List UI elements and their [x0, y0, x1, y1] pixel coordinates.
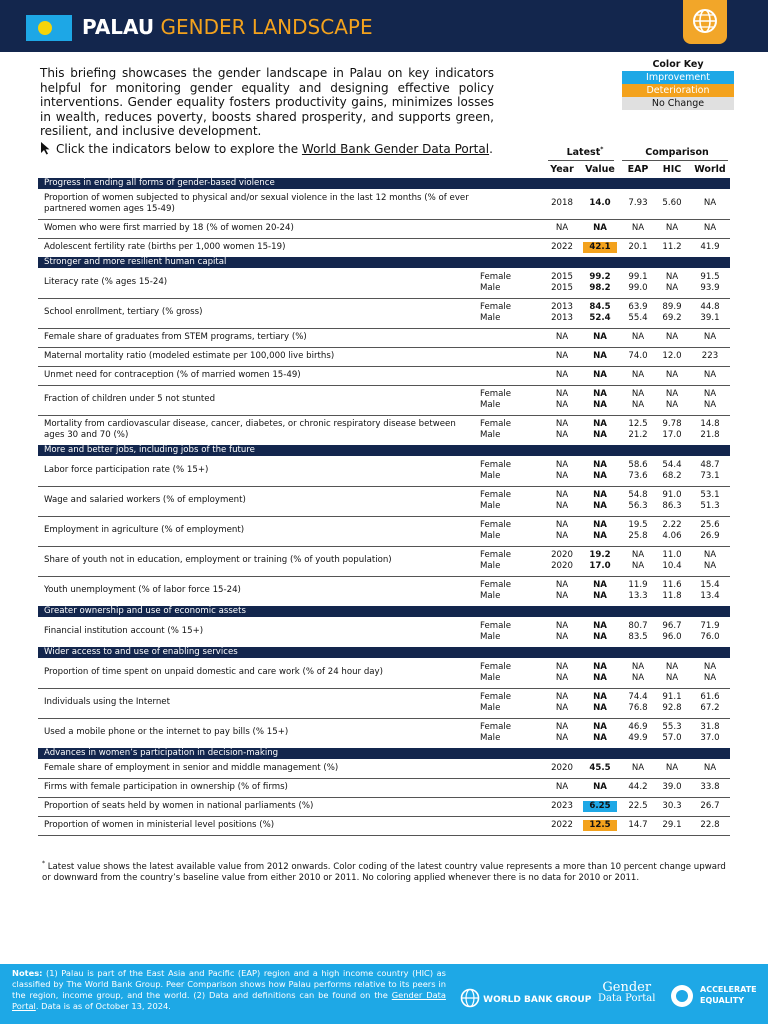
world-cell: 25.6 [700, 519, 720, 530]
world-cell: 93.9 [700, 283, 720, 293]
highlighted-value: 42.1 [583, 242, 616, 254]
year-cell: NA [555, 579, 569, 590]
eap-cell: 73.6 [628, 471, 648, 481]
world-cell: NA [703, 762, 717, 773]
year-cell: 2013 [551, 313, 573, 323]
year-cell: NA [555, 430, 569, 440]
world-cell: 73.1 [700, 471, 720, 481]
hic-cell: NA [665, 369, 679, 380]
eap-cell: 7.93 [628, 198, 648, 209]
sex-label: Male [480, 283, 501, 293]
value-cell: NA [593, 661, 607, 672]
year-cell: NA [555, 501, 569, 511]
eap-cell: NA [631, 762, 645, 773]
section-header: Advances in women’s participation in decision-making [38, 748, 730, 759]
year-cell: 2023 [551, 800, 573, 811]
world-cell: NA [703, 369, 717, 380]
key-no-change: No Change [622, 97, 734, 110]
eap-cell: 76.8 [628, 703, 648, 713]
year-cell: 2015 [551, 283, 573, 293]
section-header: Stronger and more resilient human capital [38, 257, 730, 268]
indicator-row[interactable] [38, 328, 730, 348]
value-cell: NA [593, 620, 607, 631]
indicator-row[interactable] [38, 516, 730, 547]
value-cell: NA [593, 673, 607, 683]
world-cell: 31.8 [700, 721, 720, 732]
year-cell: NA [555, 350, 569, 361]
world-cell: 22.8 [700, 819, 720, 830]
indicator-row[interactable] [38, 576, 730, 607]
header-bar [0, 0, 768, 52]
hic-cell: NA [665, 400, 679, 410]
sex-label: Female [480, 271, 512, 282]
eap-cell: NA [631, 222, 645, 233]
key-deterioration: Deterioration [622, 84, 734, 97]
eap-cell: 63.9 [628, 301, 648, 312]
year-cell: NA [555, 459, 569, 470]
indicator-label[interactable]: Mortality from cardiovascular disease, cancer, diabetes, or chronic respiratory disease between ages 30 and 70 (%) [44, 418, 456, 440]
indicator-label[interactable]: Share of youth not in education, employment or training (% of youth population) [44, 555, 392, 566]
hic-cell: 91.1 [662, 691, 682, 702]
world-cell: 37.0 [700, 733, 720, 743]
hic-cell: 69.2 [662, 313, 682, 323]
section-header: Wider access to and use of enabling services [38, 647, 730, 658]
indicator-row[interactable] [38, 486, 730, 517]
indicator-label[interactable]: Firms with female participation in ownership (% of firms) [44, 781, 288, 792]
year-cell: NA [555, 519, 569, 530]
year-cell: NA [555, 781, 569, 792]
world-cell: NA [703, 400, 717, 410]
year-cell: 2020 [551, 762, 573, 773]
eap-cell: NA [631, 549, 645, 560]
eap-cell: 74.0 [628, 350, 648, 361]
indicator-row[interactable] [38, 415, 730, 446]
eap-cell: 56.3 [628, 501, 648, 511]
hic-cell: 92.8 [662, 703, 682, 713]
year-cell: NA [555, 632, 569, 642]
eap-cell: 14.7 [628, 819, 648, 830]
hic-cell: 2.22 [662, 519, 682, 530]
year-cell: NA [555, 673, 569, 683]
eap-cell: 13.3 [628, 591, 648, 601]
comparison-header: Comparison [645, 147, 709, 158]
indicator-label[interactable]: Employment in agriculture (% of employment) [44, 525, 245, 536]
indicator-row[interactable] [38, 797, 730, 817]
indicator-label[interactable]: School enrollment, tertiary (% gross) [44, 307, 203, 318]
world-cell: 15.4 [700, 579, 720, 590]
world-cell: NA [703, 561, 717, 571]
eap-cell: 99.0 [628, 283, 648, 293]
hic-cell: NA [665, 271, 679, 282]
eap-cell: NA [631, 661, 645, 672]
indicator-row[interactable] [38, 298, 730, 329]
eap-cell: 54.8 [628, 489, 648, 500]
indicator-label[interactable]: Proportion of time spent on unpaid domestic and care work (% of 24 hour day) [44, 667, 383, 678]
hic-cell: NA [665, 762, 679, 773]
hic-cell: 11.6 [662, 579, 682, 590]
indicator-label[interactable]: Female share of graduates from STEM programs, tertiary (%) [44, 331, 307, 342]
hic-cell: 4.06 [662, 531, 682, 541]
hic-cell: 91.0 [662, 489, 682, 500]
gender-data-portal-logo: Gender Data Portal [598, 980, 656, 1004]
hic-cell: NA [665, 283, 679, 293]
hic-cell: 86.3 [662, 501, 682, 511]
year-cell: NA [555, 703, 569, 713]
value-cell: NA [593, 691, 607, 702]
accelerate-equality-icon [670, 984, 694, 1008]
indicator-label[interactable]: Proportion of women subjected to physical and/or sexual violence in the last 12 months (% of ever partnered women ages 15-49) [44, 192, 469, 214]
eap-cell: 25.8 [628, 531, 648, 541]
year-cell: NA [555, 591, 569, 601]
value-cell: NA [593, 388, 607, 399]
color-key-title: Color Key [652, 59, 704, 70]
sex-label: Male [480, 430, 501, 440]
world-cell: NA [703, 673, 717, 683]
year-cell: 2022 [551, 819, 573, 830]
eap-cell: 21.2 [628, 430, 648, 440]
indicator-row[interactable] [38, 778, 730, 798]
hic-cell: 17.0 [662, 430, 682, 440]
sex-label: Female [480, 721, 512, 732]
eap-cell: 55.4 [628, 313, 648, 323]
value-cell: NA [593, 400, 607, 410]
year-cell: 2022 [551, 241, 573, 252]
indicator-label[interactable]: Used a mobile phone or the internet to pay bills (% 15+) [44, 727, 289, 738]
world-cell: 53.1 [700, 489, 720, 500]
hic-cell: 39.0 [662, 781, 682, 792]
value-cell: 84.5 [589, 301, 611, 312]
world-cell: NA [703, 222, 717, 233]
sex-label: Female [480, 301, 512, 312]
year-cell: NA [555, 331, 569, 342]
section-header: Progress in ending all forms of gender-based violence [38, 178, 730, 189]
hic-cell: NA [665, 331, 679, 342]
world-cell: NA [703, 549, 717, 560]
value-header: Value [585, 164, 615, 175]
world-cell: 48.7 [700, 459, 720, 470]
section-header: Greater ownership and use of economic assets [38, 606, 730, 617]
value-cell: NA [593, 519, 607, 530]
world-cell: 26.9 [700, 531, 720, 541]
hic-cell: 29.1 [662, 819, 682, 830]
year-cell: NA [555, 222, 569, 233]
world-cell: 61.6 [700, 691, 720, 702]
cursor-arrow-icon [40, 141, 52, 155]
sex-label: Male [480, 632, 501, 642]
sex-label: Female [480, 388, 512, 399]
notes-bar [0, 964, 768, 1024]
value-cell: 17.0 [589, 561, 611, 571]
world-cell: 51.3 [700, 501, 720, 511]
notes-portal-link[interactable]: Gender Data Portal [12, 990, 447, 1011]
click-instruction: Click the indicators below to explore the World Bank Gender Data Portal. [40, 141, 493, 156]
value-cell: NA [593, 471, 607, 481]
indicator-label[interactable]: Wage and salaried workers (% of employment) [44, 495, 246, 506]
indicator-row[interactable] [38, 189, 730, 220]
eap-cell: 80.7 [628, 620, 648, 631]
eap-cell: 20.1 [628, 241, 648, 252]
world-cell: 76.0 [700, 632, 720, 642]
world-cell: 14.8 [700, 418, 720, 429]
sex-label: Female [480, 418, 512, 429]
indicator-label[interactable]: Labor force participation rate (% 15+) [44, 465, 209, 476]
value-cell: 45.5 [589, 762, 611, 773]
year-cell: NA [555, 721, 569, 732]
hic-cell: NA [665, 673, 679, 683]
world-cell: 39.1 [700, 313, 720, 323]
section-header: More and better jobs, including jobs of the future [38, 445, 730, 456]
eap-cell: 22.5 [628, 800, 648, 811]
indicator-label[interactable]: Fraction of children under 5 not stunted [44, 394, 216, 405]
hic-cell: 96.7 [662, 620, 682, 631]
hic-cell: NA [665, 388, 679, 399]
indicator-row[interactable] [38, 366, 730, 386]
indicator-label[interactable]: Proportion of seats held by women in national parliaments (%) [44, 800, 314, 811]
color-key [622, 58, 734, 110]
year-cell: NA [555, 691, 569, 702]
year-cell: NA [555, 733, 569, 743]
notes-text: Notes: (1) Palau is part of the East Asia and Pacific (EAP) region and a high income country (HIC) as classified by The World Bank Group. Peer Comparison shows how Palau performs relative to its peers in the region, income group, and the world. (2) Data and definitions can be found on the Gender Data Portal. Data is as of October 13, 2024. [12, 968, 447, 1011]
year-cell: 2018 [551, 198, 573, 209]
year-cell: NA [555, 620, 569, 631]
value-cell: NA [593, 501, 607, 511]
indicator-label[interactable]: Female share of employment in senior and middle management (%) [44, 762, 339, 773]
sex-label: Male [480, 531, 501, 541]
world-cell: 44.8 [700, 301, 720, 312]
sex-label: Female [480, 519, 512, 530]
indicator-row[interactable] [38, 658, 730, 689]
year-cell: NA [555, 388, 569, 399]
highlighted-value: 12.5 [583, 820, 616, 832]
year-cell: 2020 [551, 549, 573, 560]
year-cell: NA [555, 661, 569, 672]
eap-cell: 83.5 [628, 632, 648, 642]
eap-cell: NA [631, 561, 645, 571]
value-cell: NA [593, 781, 607, 792]
value-cell: NA [593, 579, 607, 590]
world-cell: 223 [701, 350, 719, 361]
indicator-label[interactable]: Financial institution account (% 15+) [44, 626, 204, 637]
indicator-row[interactable] [38, 617, 730, 648]
eap-cell: NA [631, 369, 645, 380]
indicator-row[interactable] [38, 238, 730, 258]
year-cell: NA [555, 400, 569, 410]
sex-label: Male [480, 561, 501, 571]
eap-cell: 44.2 [628, 781, 648, 792]
year-cell: 2020 [551, 561, 573, 571]
world-cell: 13.4 [700, 591, 720, 601]
world-cell: NA [703, 331, 717, 342]
value-cell: NA [593, 459, 607, 470]
sex-label: Female [480, 459, 512, 470]
indicator-label[interactable]: Women who were first married by 18 (% of women 20-24) [44, 222, 294, 233]
hic-cell: 57.0 [662, 733, 682, 743]
indicator-row[interactable] [38, 385, 730, 416]
sex-label: Male [480, 591, 501, 601]
eap-cell: 46.9 [628, 721, 648, 732]
hic-cell: 12.0 [662, 350, 682, 361]
hic-cell: 11.2 [662, 241, 682, 252]
hic-cell: 54.4 [662, 459, 682, 470]
indicator-label[interactable]: Youth unemployment (% of labor force 15-24) [44, 585, 241, 596]
sex-label: Male [480, 471, 501, 481]
sex-label: Male [480, 673, 501, 683]
sex-label: Female [480, 579, 512, 590]
hic-cell: 96.0 [662, 632, 682, 642]
world-cell: 41.9 [700, 241, 720, 252]
value-cell: NA [593, 331, 607, 342]
value-cell: NA [593, 531, 607, 541]
indicator-label[interactable]: Unmet need for contraception (% of married women 15-49) [44, 369, 301, 380]
sex-label: Female [480, 549, 512, 560]
year-cell: 2015 [551, 271, 573, 282]
value-cell: NA [593, 222, 607, 233]
footnote: * Latest value shows the latest available value from 2012 onwards. Color coding of the latest country value represents a more than 10 percent change upward or downward from the country’s baseline value from either 2010 or 2011. No coloring applied whenever there is no data for 2010 or 2011. [42, 860, 726, 883]
indicator-row[interactable] [38, 456, 730, 487]
world-header: World [694, 164, 726, 175]
latest-header: Latest* [566, 146, 604, 159]
year-cell: NA [555, 418, 569, 429]
indicator-row[interactable] [38, 759, 730, 779]
year-cell: NA [555, 471, 569, 481]
eap-cell: 74.4 [628, 691, 648, 702]
eap-cell: 99.1 [628, 271, 648, 282]
sex-label: Female [480, 691, 512, 702]
value-cell: NA [593, 721, 607, 732]
indicator-label[interactable]: Literacy rate (% ages 15-24) [44, 277, 168, 288]
value-cell: 14.0 [589, 198, 611, 209]
sex-label: Female [480, 489, 512, 500]
eap-cell: NA [631, 400, 645, 410]
world-cell: 26.7 [700, 800, 720, 811]
value-cell: NA [593, 632, 607, 642]
indicator-label[interactable]: Maternal mortality ratio (modeled estimate per 100,000 live births) [44, 350, 335, 361]
indicator-row[interactable] [38, 546, 730, 577]
sex-label: Female [480, 620, 512, 631]
highlighted-value: 6.25 [583, 801, 616, 813]
indicator-label[interactable]: Proportion of women in ministerial level positions (%) [44, 819, 275, 830]
year-cell: 2013 [551, 301, 573, 312]
indicator-row[interactable] [38, 268, 730, 299]
accelerate-equality-logo: ACCELERATE EQUALITY [670, 984, 727, 1008]
sex-label: Male [480, 703, 501, 713]
intro-paragraph: This briefing showcases the gender landscape in Palau on key indicators helpful for monitoring gender equality and designing effective policy interventions. Gender equality fosters productivity gains, minimizes losses in wealth, reduces poverty, boosts shared prosperity, and supports green, resilient, and inclusive development. [40, 66, 494, 138]
hic-cell: 5.60 [662, 198, 682, 209]
hic-cell: 11.0 [662, 549, 682, 560]
hic-header: HIC [662, 164, 682, 175]
gender-data-portal-link[interactable]: World Bank Gender Data Portal [301, 142, 490, 156]
value-cell: 52.4 [589, 313, 611, 323]
hic-cell: 10.4 [662, 561, 682, 571]
sex-label: Male [480, 501, 501, 511]
eap-cell: 11.9 [628, 579, 648, 590]
page-title: PALAU GENDER LANDSCAPE [82, 15, 373, 39]
world-cell: 33.8 [700, 781, 720, 792]
hic-cell: NA [665, 661, 679, 672]
year-cell: NA [555, 369, 569, 380]
value-cell: 99.2 [589, 271, 611, 282]
key-improvement: Improvement [622, 71, 734, 84]
indicator-label[interactable]: Individuals using the Internet [44, 697, 170, 708]
wbg-logo: WORLD BANK GROUP [460, 988, 591, 1008]
value-cell: NA [593, 418, 607, 429]
eap-cell: 12.5 [628, 418, 648, 429]
value-cell: NA [593, 703, 607, 713]
value-cell: NA [593, 369, 607, 380]
sex-label: Male [480, 313, 501, 323]
indicator-row[interactable] [38, 347, 730, 367]
world-cell: NA [703, 661, 717, 672]
indicator-label[interactable]: Adolescent fertility rate (births per 1,000 women 15-19) [44, 241, 286, 252]
eap-header: EAP [627, 164, 649, 175]
world-cell: 91.5 [700, 271, 720, 282]
value-cell: NA [593, 591, 607, 601]
hic-cell: 68.2 [662, 471, 682, 481]
world-cell: 21.8 [700, 430, 720, 440]
value-cell: NA [593, 489, 607, 500]
world-cell: NA [703, 198, 717, 209]
wbg-globe-icon [460, 988, 480, 1008]
hic-cell: 30.3 [662, 800, 682, 811]
indicator-row[interactable] [38, 816, 730, 836]
sex-label: Male [480, 400, 501, 410]
world-cell: 67.2 [700, 703, 720, 713]
hic-cell: NA [665, 222, 679, 233]
value-cell: NA [593, 733, 607, 743]
value-cell: NA [593, 430, 607, 440]
globe-badge-icon [683, 0, 727, 44]
eap-cell: NA [631, 388, 645, 399]
world-cell: NA [703, 388, 717, 399]
eap-cell: NA [631, 331, 645, 342]
indicator-row[interactable] [38, 718, 730, 749]
hic-cell: 89.9 [662, 301, 682, 312]
eap-cell: 49.9 [628, 733, 648, 743]
year-cell: NA [555, 489, 569, 500]
year-cell: NA [555, 531, 569, 541]
eap-cell: 19.5 [628, 519, 648, 530]
value-cell: 98.2 [589, 283, 611, 293]
eap-cell: 58.6 [628, 459, 648, 470]
world-cell: 71.9 [700, 620, 720, 631]
sex-label: Female [480, 661, 512, 672]
sex-label: Male [480, 733, 501, 743]
hic-cell: 55.3 [662, 721, 682, 732]
hic-cell: 9.78 [662, 418, 682, 429]
indicator-row[interactable] [38, 219, 730, 239]
palau-flag-icon [26, 15, 72, 41]
hic-cell: 11.8 [662, 591, 682, 601]
year-header: Year [550, 164, 574, 175]
value-cell: 19.2 [589, 549, 611, 560]
eap-cell: NA [631, 673, 645, 683]
indicator-row[interactable] [38, 688, 730, 719]
value-cell: NA [593, 350, 607, 361]
